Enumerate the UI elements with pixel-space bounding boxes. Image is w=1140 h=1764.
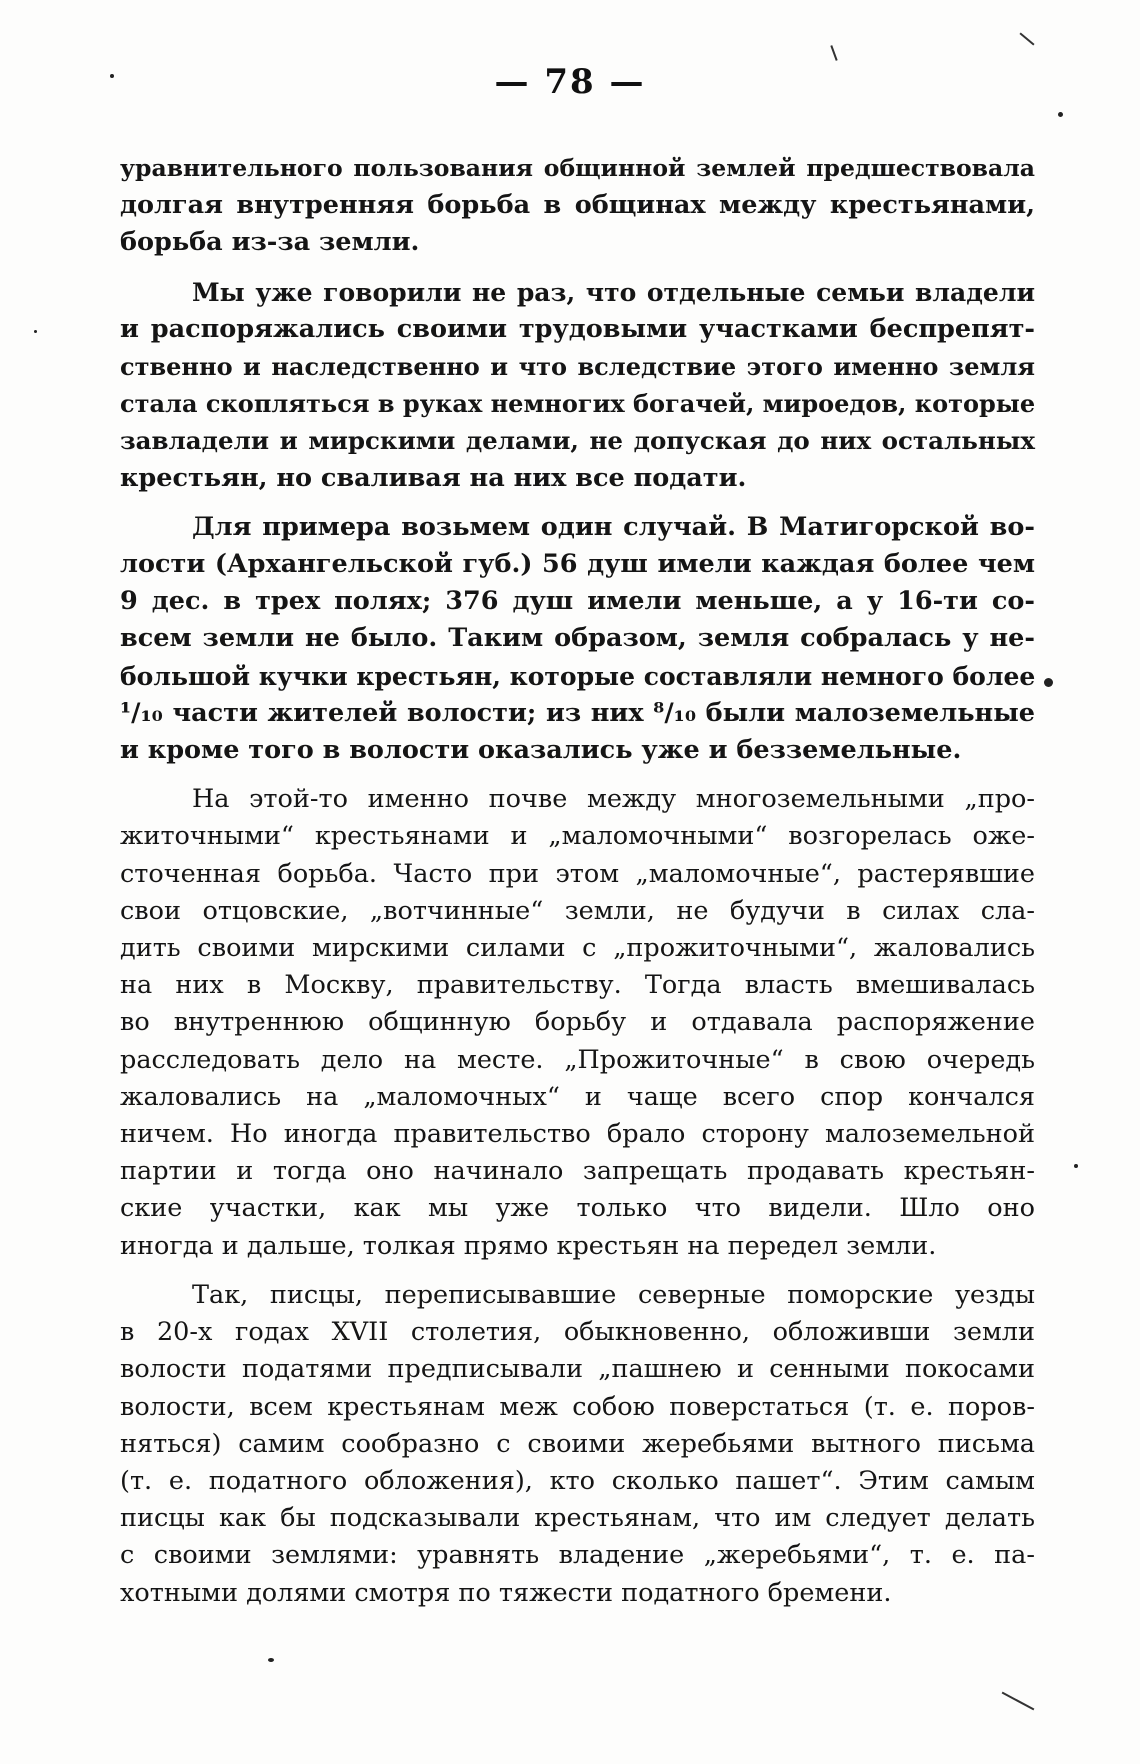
text-line: на них в Москву, правительству. Тогда власть вмешивалась [120, 970, 1035, 1001]
text-line: 9 дес. в трех полях; 376 душ имели меньше, а у 16-ти со- [120, 586, 1035, 617]
page-number: — 78 — [494, 62, 646, 102]
text-line: ственно и наследственно и что вследствие этого именно земля [120, 352, 1035, 382]
text-line: борьба из-за земли. [120, 227, 420, 258]
paper-scratch [830, 45, 837, 61]
paragraph-1 [120, 150, 1035, 262]
paper-scratch [1002, 1692, 1035, 1711]
text-line: и кроме того в волости оказались уже и безземельные. [120, 735, 962, 766]
text-line: партии и тогда оно начинало запрещать продавать крестьян- [120, 1156, 1035, 1187]
text-line: сточенная борьба. Часто при этом „маломочные“, растерявшие [120, 858, 1035, 889]
text-line: в 20-х годах XVII столетия, обыкновенно, обложивши земли [120, 1317, 1035, 1348]
ink-speck [1058, 112, 1063, 117]
text-line: Так, писцы, переписывавшие северные поморские уезды [192, 1279, 1035, 1310]
text-line: дить своими мирскими силами с „прожиточными“, жаловались [120, 933, 1035, 964]
text-line: На этой-то именно почве между многоземельными „про- [192, 784, 1035, 815]
text-line: и распоряжались своими трудовыми участками беспрепят- [120, 313, 1035, 344]
text-line: долгая внутренняя борьба в общинах между крестьянами, [120, 190, 1035, 221]
text-line: крестьян, но сваливая на них все подати. [120, 462, 747, 493]
text-line: всем земли не было. Таким образом, земля собралась у не- [120, 623, 1035, 654]
paragraph-5 [120, 1277, 1035, 1612]
ink-speck [34, 330, 37, 333]
text-line: Мы уже говорили не раз, что отдельные семьи владели [192, 277, 1035, 307]
text-line: волости податями предписывали „пашнею и сенными покосами [120, 1354, 1035, 1385]
text-line: завладели и мирскими делами, не допуская до них остальных [120, 426, 1035, 456]
text-line: (т. е. податного обложения), кто сколько пашет“. Этим самым [120, 1465, 1035, 1496]
text-line: хотными долями смотря по тяжести податного бремени. [120, 1577, 892, 1608]
text-line: иногда и дальше, толкая прямо крестьян на передел земли. [120, 1230, 937, 1261]
ink-speck [268, 1658, 274, 1662]
paper-scratch [1019, 32, 1034, 45]
text-line: свои отцовские, „вотчинные“ земли, не будучи в силах сла- [120, 895, 1035, 926]
text-line: стала скопляться в руках немногих богачей, мироедов, которые [120, 389, 1036, 419]
text-line: расследовать дело на месте. „Прожиточные“ в свою очередь [120, 1044, 1035, 1075]
text-line: уравнительного пользования общинной землей предшествовала [120, 154, 1035, 182]
body-text [120, 150, 1035, 1612]
text-line: волости, всем крестьянам меж собою поверстаться (т. е. поров- [120, 1391, 1035, 1422]
ink-speck [1074, 1164, 1078, 1168]
text-line: ские участки, как мы уже только что видели. Шло оно [120, 1193, 1035, 1224]
text-line: жаловались на „маломочных“ и чаще всего спор кончался [120, 1081, 1035, 1112]
ink-speck [1044, 678, 1053, 687]
text-line: лости (Архангельской губ.) 56 душ имели каждая более чем [120, 549, 1035, 580]
text-line: писцы как бы подсказывали крестьянам, что им следует делать [120, 1503, 1035, 1534]
paragraph-4 [120, 781, 1035, 1265]
text-line: Для примера возьмем один случай. В Матигорской во- [192, 511, 1035, 542]
text-line: няться) самим сообразно с своими жеребьями вытного письма [120, 1428, 1035, 1459]
text-line: ничем. Но иногда правительство брало сторону малоземельной [120, 1119, 1035, 1150]
paragraph-2 [120, 274, 1035, 497]
paragraph-3 [120, 509, 1035, 769]
text-line: с своими землями: уравнять владение „жеребьями“, т. е. па- [120, 1540, 1035, 1571]
text-line: ¹/₁₀ части жителей волости; из них ⁸/₁₀ были малоземельные [120, 697, 1035, 728]
text-line: во внутреннюю общинную борьбу и отдавала распоряжение [120, 1007, 1035, 1038]
text-line: житочными“ крестьянами и „маломочными“ возгорелась оже- [120, 821, 1035, 852]
text-line: большой кучки крестьян, которые составляли немного более [120, 661, 1036, 691]
